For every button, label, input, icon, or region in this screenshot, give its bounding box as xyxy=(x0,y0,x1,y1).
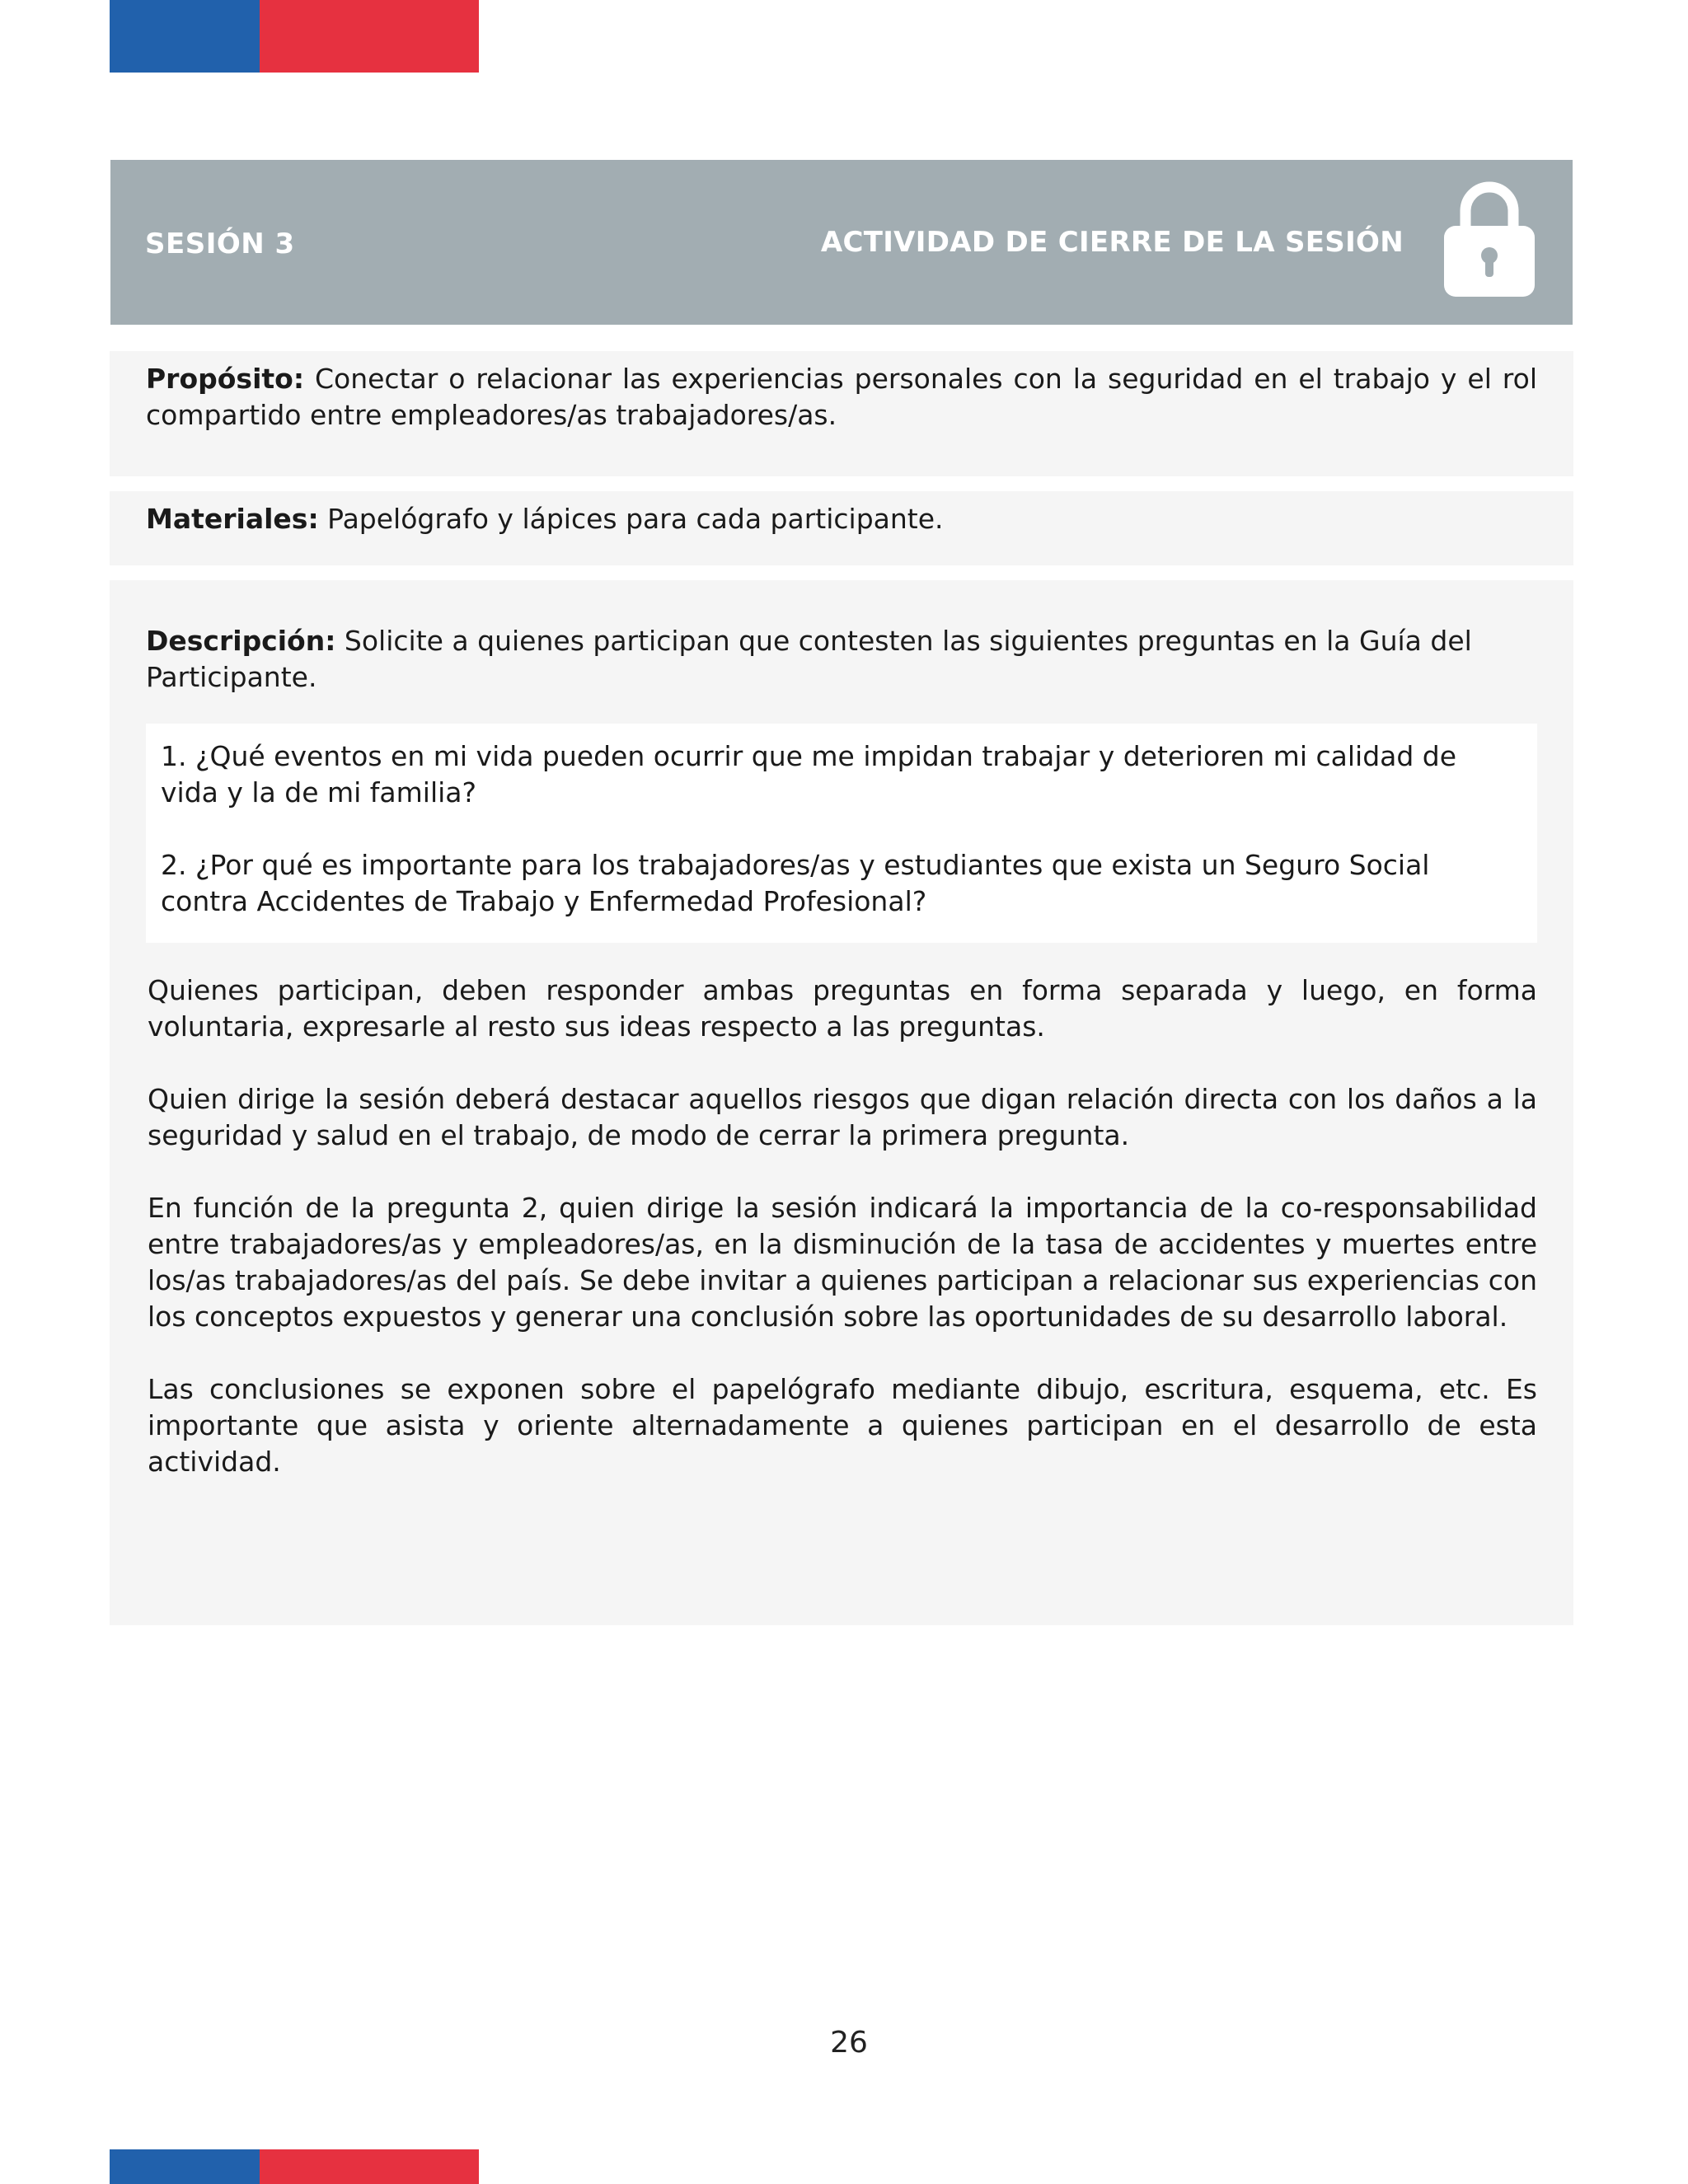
description-paragraph: Quien dirige la sesión deberá destacar aquellos riesgos que digan relación directa con los daños a la seguridad y salud en el trabajo, de modo de cerrar la primera pregunta. xyxy=(148,1083,1537,1151)
purpose-text xyxy=(146,361,1537,434)
purpose-box xyxy=(110,351,1573,476)
description-label: Descripción: xyxy=(146,625,336,657)
description-box xyxy=(110,580,1573,1625)
flag-red-block xyxy=(260,2149,479,2184)
flag-stripe-bottom xyxy=(110,2149,479,2184)
materials-body: Papelógrafo y lápices para cada participante. xyxy=(318,503,944,535)
flag-red-block xyxy=(260,0,479,73)
description-body: Solicite a quienes participan que contesten las siguientes preguntas en la Guía del Participante. xyxy=(146,625,1472,693)
lock-icon xyxy=(1441,175,1538,298)
session-header xyxy=(110,160,1573,325)
flag-blue-block xyxy=(110,2149,260,2184)
activity-title: ACTIVIDAD DE CIERRE DE LA SESIÓN xyxy=(820,226,1404,259)
materials-box xyxy=(110,491,1573,565)
flag-blue-block xyxy=(110,0,260,73)
description-intro xyxy=(146,623,1537,696)
purpose-label: Propósito: xyxy=(146,363,305,395)
question-item: 2. ¿Por qué es importante para los trabajadores/as y estudiantes que exista un Seguro Social contra Accidentes de Trabajo y Enfermedad Profesional? xyxy=(161,849,1430,917)
description-paragraph: Las conclusiones se exponen sobre el papelógrafo mediante dibujo, escritura, esquema, etc. Es importante que asista y oriente alternadamente a quienes participan en el desarrollo de esta actividad. xyxy=(148,1373,1537,1478)
description-paragraph: Quienes participan, deben responder ambas preguntas en forma separada y luego, en forma voluntaria, expresarle al resto sus ideas respecto a las preguntas. xyxy=(148,974,1537,1043)
description-paragraph: En función de la pregunta 2, quien dirige la sesión indicará la importancia de la co-responsabilidad entre trabajadores/as y empleadores/as, en la disminución de la tasa de accidentes y muertes entre los/as trabajadores/as del país. Se debe invitar a quienes participan a relacionar sus experiencias con los conceptos expuestos y generar una conclusión sobre las oportunidades de su desarrollo laboral. xyxy=(148,1192,1537,1333)
materials-label: Materiales: xyxy=(146,503,319,535)
session-title: SESIÓN 3 xyxy=(145,227,295,260)
page-number: 26 xyxy=(830,2026,868,2060)
question-item: 1. ¿Qué eventos en mi vida pueden ocurrir que me impidan trabajar y deterioren mi calidad de vida y la de mi familia? xyxy=(161,740,1457,808)
materials-text xyxy=(146,501,1537,537)
flag-stripe-top xyxy=(110,0,479,73)
purpose-body: Conectar o relacionar las experiencias personales con la seguridad en el trabajo y el rol compartido entre empleadores/as trabajadores/as. xyxy=(146,363,1537,431)
questions-panel xyxy=(146,724,1537,943)
